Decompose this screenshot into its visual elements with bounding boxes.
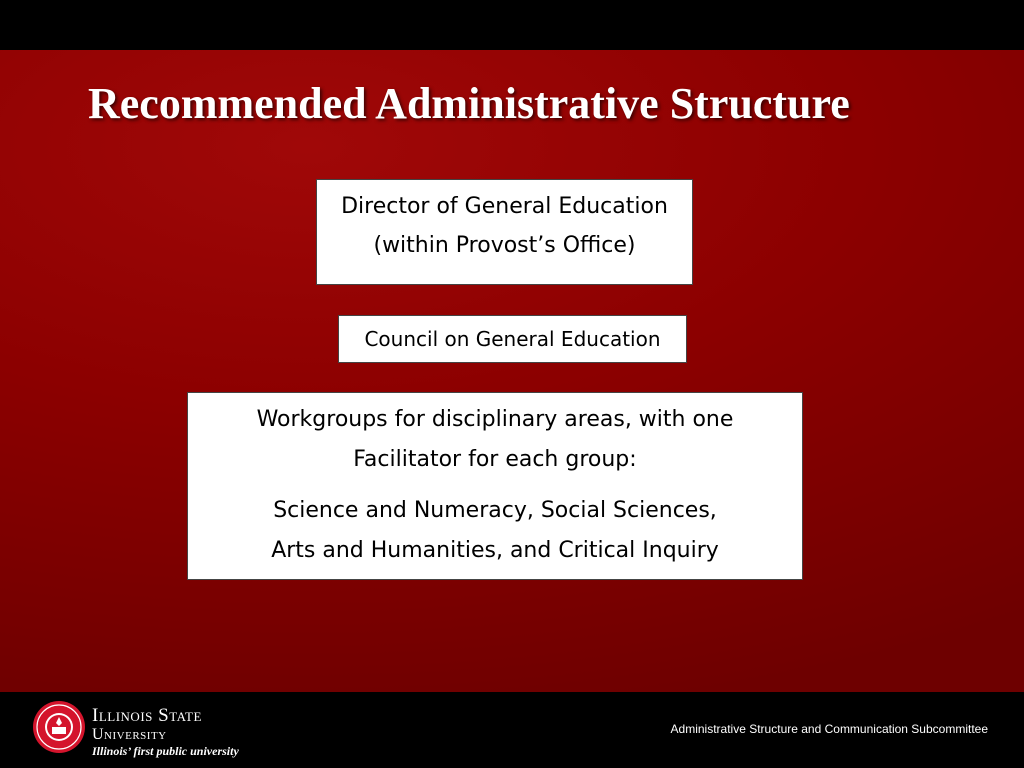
logo-tagline: Illinois’ first public university (92, 744, 239, 758)
university-seal-icon (32, 700, 86, 754)
logo-line-1: Illinois State (92, 705, 202, 726)
logo-line-2: University (92, 726, 167, 743)
subcommittee-label: Administrative Structure and Communication Subcommittee (670, 722, 988, 736)
director-line-1: Director of General Education (341, 194, 668, 219)
council-label: Council on General Education (364, 327, 661, 351)
workgroups-line-3: Science and Numeracy, Social Sciences, (273, 498, 717, 523)
council-box (338, 315, 687, 363)
workgroups-box (187, 392, 803, 580)
workgroups-line-4: Arts and Humanities, and Critical Inquiry (271, 538, 719, 563)
university-logo (92, 706, 239, 758)
workgroups-line-2: Facilitator for each group: (353, 447, 637, 472)
slide-title: Recommended Administrative Structure (88, 79, 850, 128)
workgroups-line-1: Workgroups for disciplinary areas, with one (256, 407, 734, 432)
top-bar (0, 0, 1024, 50)
slide-background (0, 50, 1024, 692)
director-line-2: (within Provost’s Office) (373, 233, 636, 258)
director-box (316, 179, 693, 285)
